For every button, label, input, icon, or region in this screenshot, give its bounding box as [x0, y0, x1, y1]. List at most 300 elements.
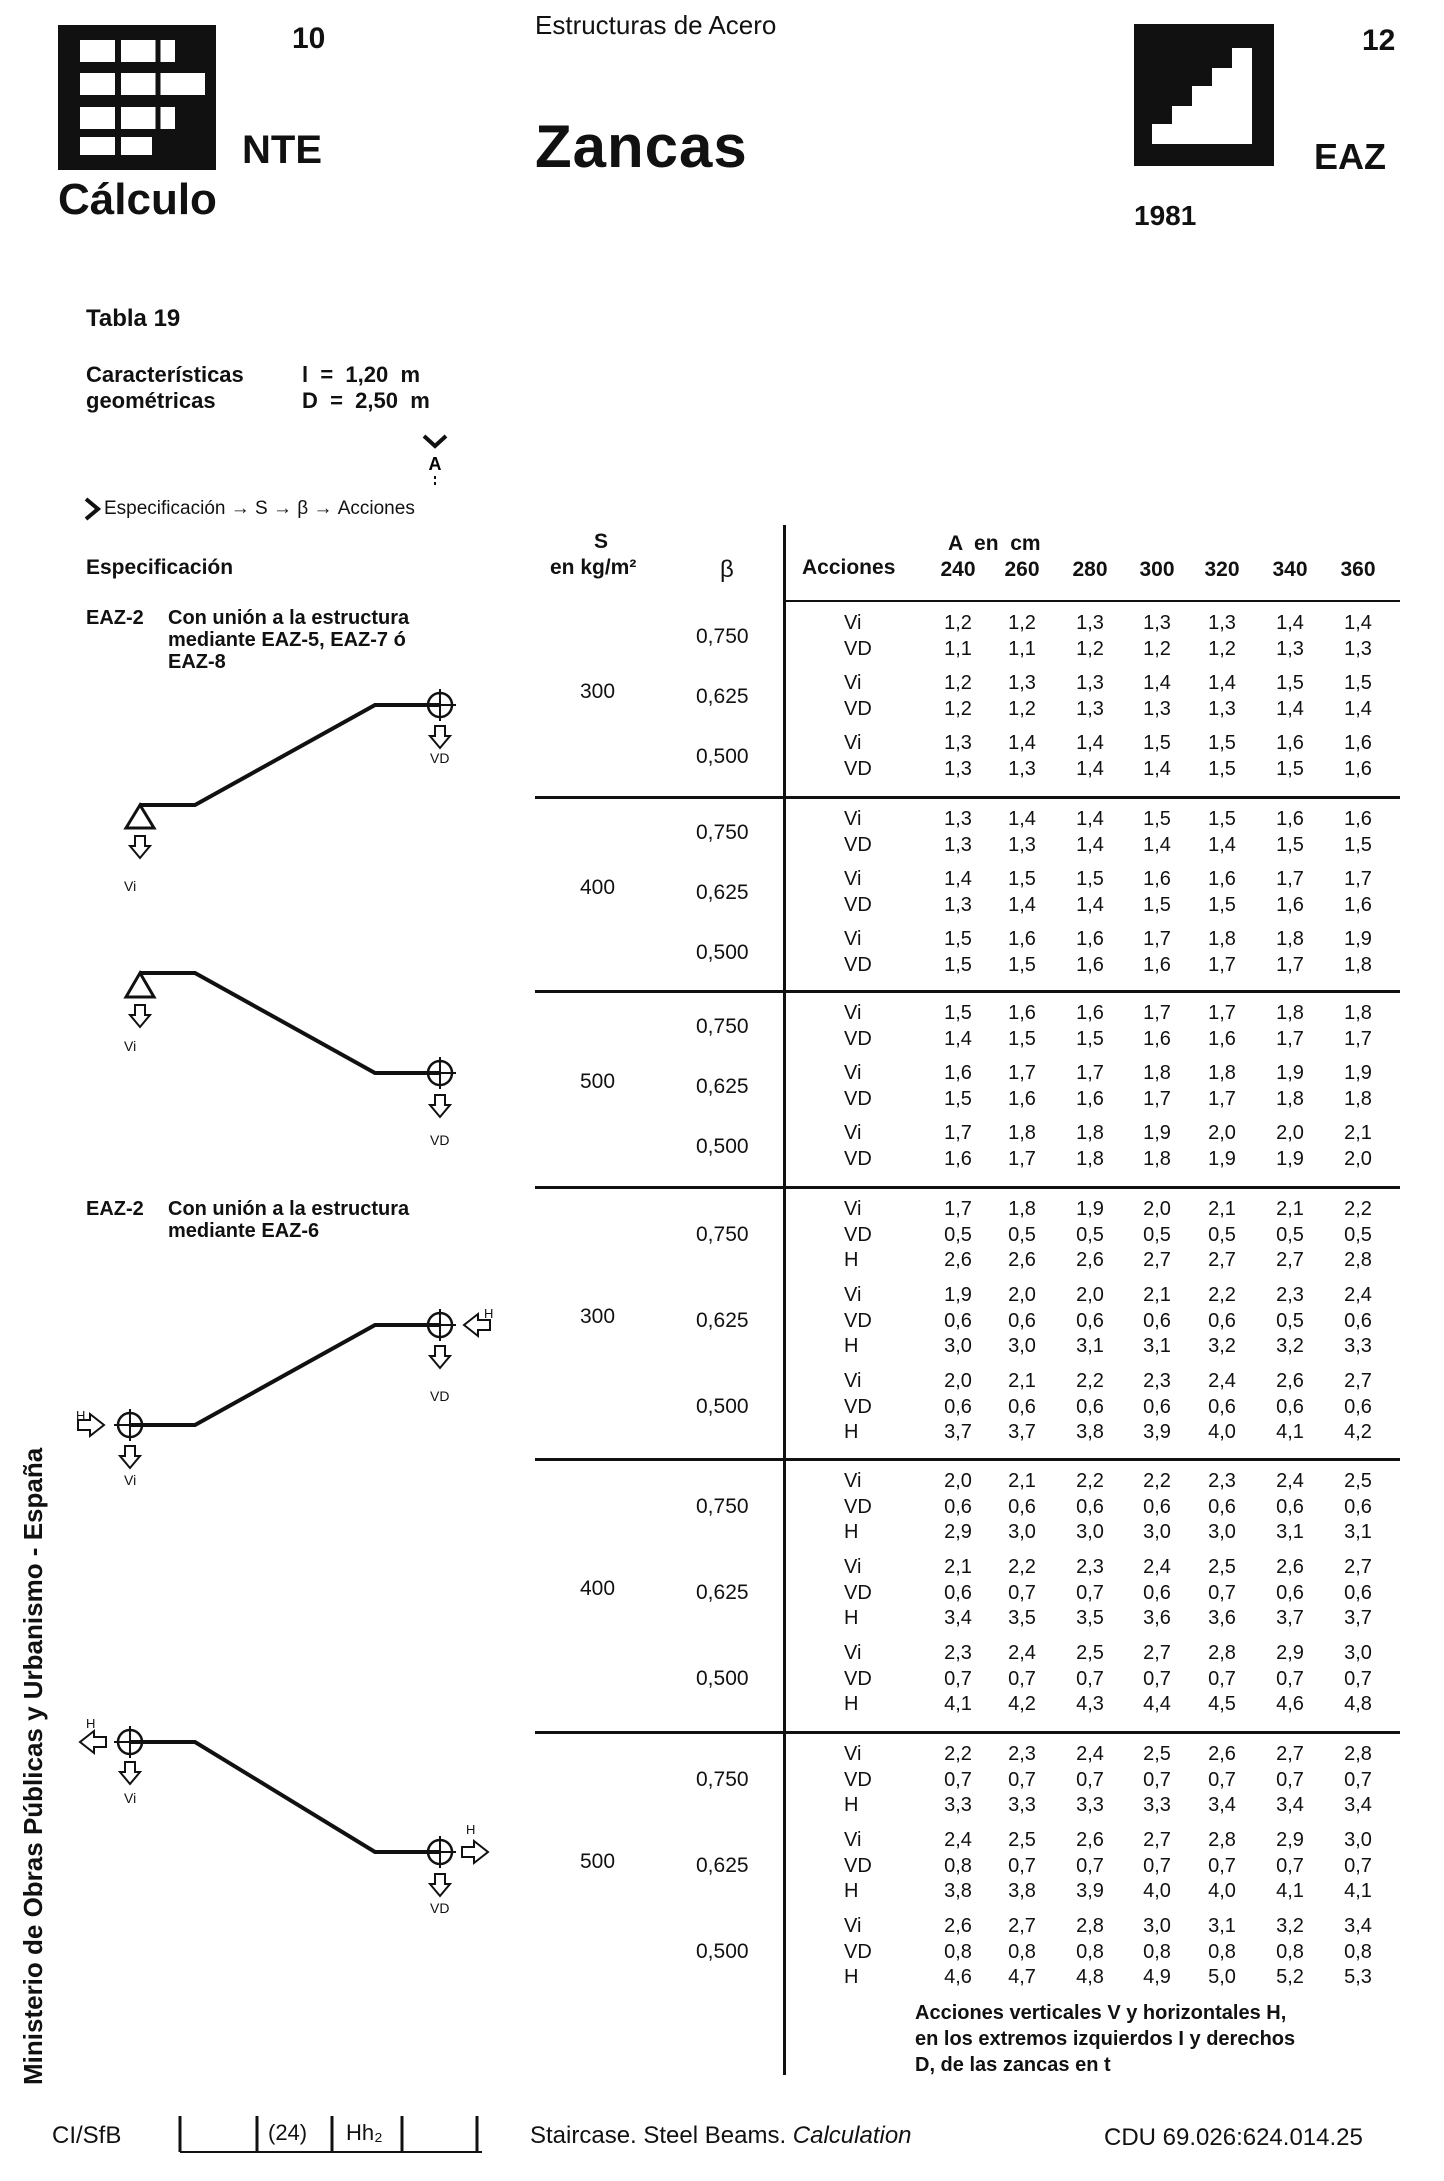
beta-value: 0,500	[696, 940, 749, 964]
load-s-value: 400	[580, 1577, 616, 1600]
action-value: 4,2	[1008, 1693, 1036, 1715]
action-value: 1,6	[1076, 1002, 1104, 1024]
action-value: 0,6	[1076, 1495, 1104, 1518]
action-value: 2,4	[1208, 1370, 1236, 1392]
action-value: 1,6	[944, 1147, 972, 1170]
beta-value: 0,625	[696, 1074, 749, 1098]
action-value: 2,5	[1208, 1556, 1236, 1578]
action-value: 2,2	[1208, 1284, 1236, 1306]
spec-eaz2a-line1: Con unión a la estructura	[168, 607, 410, 629]
action-value: 3,1	[1143, 1335, 1171, 1357]
action-value: 2,9	[1276, 1829, 1304, 1851]
series-label: NTE	[242, 128, 322, 172]
section-separator	[535, 1458, 1400, 1461]
action-value: 1,7	[1276, 953, 1304, 976]
action-value: 0,5	[1276, 1309, 1304, 1332]
diagram3-vi-label: Vi	[124, 1472, 137, 1488]
beta-value: 0,500	[696, 1134, 749, 1158]
action-value: 2,0	[944, 1470, 972, 1492]
beta-value: 0,750	[696, 820, 749, 844]
action-value: 1,6	[1344, 757, 1372, 780]
action-value: 4,1	[1276, 1421, 1304, 1443]
action-value: 1,6	[1344, 808, 1372, 830]
action-label: Vi	[844, 808, 862, 830]
action-label: VD	[844, 1940, 872, 1963]
beta-value: 0,500	[696, 1667, 749, 1691]
action-value: 1,4	[1076, 808, 1104, 830]
action-value: 1,5	[1276, 833, 1304, 856]
action-label: H	[844, 1966, 859, 1988]
action-value: 1,6	[1276, 808, 1304, 830]
action-value: 3,5	[1076, 1607, 1104, 1629]
action-value: 3,5	[1008, 1607, 1036, 1629]
action-value: 1,3	[1008, 672, 1036, 694]
action-value: 1,5	[1344, 672, 1372, 694]
stringer-diagram-ascending-pinned	[110, 680, 490, 910]
beta-value: 0,500	[696, 744, 749, 768]
action-value: 1,8	[1008, 1122, 1036, 1144]
diagram4-vd-label: VD	[430, 1900, 450, 1916]
action-value: 0,7	[1008, 1768, 1036, 1791]
action-value: 3,4	[1276, 1794, 1304, 1816]
action-value: 2,6	[1208, 1743, 1236, 1765]
section-separator	[535, 1186, 1400, 1189]
beta-value: 0,625	[696, 1309, 749, 1333]
action-value: 1,2	[1008, 612, 1036, 634]
action-value: 1,3	[944, 732, 972, 754]
diagram1-vd-label: VD	[430, 750, 450, 766]
action-value: 2,8	[1076, 1915, 1104, 1937]
action-value: 0,7	[1076, 1667, 1104, 1690]
action-value: 3,0	[1143, 1915, 1171, 1937]
action-value: 2,0	[1076, 1284, 1104, 1306]
beta-value: 0,750	[696, 624, 749, 648]
action-value: 4,0	[1143, 1880, 1171, 1902]
diagram2-vd-label: VD	[430, 1132, 450, 1148]
action-value: 0,5	[1276, 1223, 1304, 1246]
action-value: 1,8	[1208, 928, 1236, 950]
action-value: 1,7	[944, 1198, 972, 1220]
action-value: 1,5	[1143, 893, 1171, 916]
action-value: 4,1	[944, 1693, 972, 1715]
flow-text: Especificación → S → β → Acciones	[104, 498, 415, 519]
action-value: 0,7	[1008, 1581, 1036, 1604]
action-value: 1,7	[1276, 1027, 1304, 1050]
action-value: 0,7	[1208, 1854, 1236, 1877]
action-label: H	[844, 1421, 859, 1443]
beta-value: 0,500	[696, 1395, 749, 1419]
action-value: 3,8	[944, 1880, 972, 1902]
col-header-spec: Especificación	[86, 556, 234, 579]
action-value: 1,9	[1344, 928, 1372, 950]
action-value: 1,3	[1143, 697, 1171, 720]
action-value: 5,2	[1276, 1966, 1304, 1988]
action-value: 1,4	[944, 1027, 972, 1050]
action-value: 3,1	[1276, 1521, 1304, 1543]
action-label: Vi	[844, 672, 862, 694]
action-value: 2,6	[944, 1915, 972, 1937]
action-value: 2,2	[1076, 1370, 1104, 1392]
action-value: 0,7	[1344, 1854, 1372, 1877]
action-value: 0,7	[1076, 1768, 1104, 1791]
a-value-header: 280	[1072, 558, 1108, 581]
action-value: 2,7	[1143, 1642, 1171, 1664]
footer-english-italic: Calculation	[792, 2122, 912, 2149]
action-label: VD	[844, 1027, 872, 1050]
action-value: 1,3	[1143, 612, 1171, 634]
action-value: 4,6	[944, 1966, 972, 1988]
note-line-2: en los extremos izquierdos I y derechos	[915, 2028, 1296, 2050]
action-value: 1,5	[944, 953, 972, 976]
action-value: 2,2	[1008, 1556, 1036, 1578]
action-value: 2,0	[944, 1370, 972, 1392]
action-value: 0,6	[1344, 1581, 1372, 1604]
diagram3-vd-label: VD	[430, 1388, 450, 1404]
action-value: 0,6	[1143, 1495, 1171, 1518]
action-value: 2,7	[1208, 1249, 1236, 1271]
action-value: 1,3	[1276, 637, 1304, 660]
action-value: 0,6	[1208, 1395, 1236, 1418]
action-value: 2,2	[944, 1743, 972, 1765]
action-value: 1,6	[1008, 1002, 1036, 1024]
code-label: EAZ	[1314, 136, 1386, 177]
action-value: 1,6	[1344, 732, 1372, 754]
action-value: 2,4	[1276, 1470, 1304, 1492]
action-label: VD	[844, 1854, 872, 1877]
action-value: 1,8	[1143, 1062, 1171, 1084]
action-value: 2,1	[944, 1556, 972, 1578]
stringer-diagram-descending-h	[70, 1720, 510, 1960]
action-value: 1,6	[1276, 893, 1304, 916]
action-value: 3,7	[944, 1421, 972, 1443]
action-value: 3,6	[1143, 1607, 1171, 1629]
diagram4-h-label-left: H	[86, 1716, 96, 1731]
diagram3-h-label-right: H	[484, 1306, 494, 1321]
action-value: 1,4	[1276, 697, 1304, 720]
action-value: 2,3	[1143, 1370, 1171, 1392]
action-value: 1,4	[1008, 893, 1036, 916]
action-value: 1,7	[944, 1122, 972, 1144]
action-value: 1,4	[1344, 697, 1372, 720]
action-value: 3,9	[1143, 1421, 1171, 1443]
action-value: 1,2	[1143, 637, 1171, 660]
a-value-header: 320	[1204, 558, 1240, 581]
action-value: 1,8	[1143, 1147, 1171, 1170]
geometry-label-1: Características	[86, 362, 244, 387]
action-value: 1,2	[944, 612, 972, 634]
action-value: 2,5	[1008, 1829, 1036, 1851]
action-value: 3,7	[1344, 1607, 1372, 1629]
action-value: 1,6	[944, 1062, 972, 1084]
action-value: 1,6	[1076, 1087, 1104, 1110]
beta-value: 0,750	[696, 1495, 749, 1519]
note-line-3: D, de las zancas en t	[915, 2054, 1111, 2076]
action-value: 3,2	[1276, 1915, 1304, 1937]
action-value: 2,2	[1143, 1470, 1171, 1492]
action-label: VD	[844, 1147, 872, 1170]
action-value: 0,7	[1143, 1854, 1171, 1877]
spec-eaz2b-code: EAZ-2	[86, 1198, 144, 1220]
action-value: 3,3	[1008, 1794, 1036, 1816]
spec-eaz2b-line2: mediante EAZ-6	[168, 1220, 320, 1242]
action-value: 0,6	[1076, 1309, 1104, 1332]
action-value: 1,3	[1344, 637, 1372, 660]
action-value: 5,0	[1208, 1966, 1236, 1988]
footer-classification-boxes	[172, 2112, 492, 2158]
action-label: Vi	[844, 1915, 862, 1937]
action-label: Vi	[844, 1743, 862, 1765]
action-value: 0,7	[1143, 1667, 1171, 1690]
action-value: 2,5	[1344, 1470, 1372, 1492]
action-value: 3,4	[1344, 1794, 1372, 1816]
action-value: 2,7	[1276, 1743, 1304, 1765]
action-label: VD	[844, 1309, 872, 1332]
action-value: 0,7	[1008, 1854, 1036, 1877]
action-value: 1,4	[1276, 612, 1304, 634]
action-value: 0,7	[1143, 1768, 1171, 1791]
page-number-right: 12	[1362, 24, 1396, 57]
spec-eaz2a-code: EAZ-2	[86, 607, 144, 629]
action-label: VD	[844, 1223, 872, 1246]
action-value: 1,8	[1208, 1062, 1236, 1084]
action-value: 0,5	[944, 1223, 972, 1246]
action-value: 0,6	[1208, 1309, 1236, 1332]
action-value: 1,4	[1344, 612, 1372, 634]
action-value: 0,8	[1208, 1940, 1236, 1963]
action-value: 4,9	[1143, 1966, 1171, 1988]
action-value: 2,6	[944, 1249, 972, 1271]
action-value: 3,4	[1344, 1915, 1372, 1937]
action-value: 1,3	[1208, 612, 1236, 634]
action-value: 0,5	[1143, 1223, 1171, 1246]
action-value: 2,0	[1276, 1122, 1304, 1144]
action-value: 1,4	[1143, 672, 1171, 694]
action-value: 0,6	[944, 1581, 972, 1604]
action-value: 0,6	[1008, 1395, 1036, 1418]
action-value: 1,4	[944, 868, 972, 890]
beta-value: 0,625	[696, 880, 749, 904]
action-value: 4,1	[1276, 1880, 1304, 1902]
action-value: 1,4	[1208, 672, 1236, 694]
action-value: 1,3	[944, 833, 972, 856]
action-value: 2,3	[1208, 1470, 1236, 1492]
diagram3-h-label-left: H	[76, 1408, 86, 1423]
action-value: 2,7	[1008, 1915, 1036, 1937]
action-value: 3,3	[944, 1794, 972, 1816]
action-value: 5,3	[1344, 1966, 1372, 1988]
footer-cisfb: CI/SfB	[52, 2122, 122, 2149]
action-value: 1,6	[1076, 953, 1104, 976]
action-value: 0,7	[1276, 1854, 1304, 1877]
action-value: 2,0	[1008, 1284, 1036, 1306]
action-value: 1,6	[1143, 868, 1171, 890]
action-value: 1,8	[1344, 1002, 1372, 1024]
section-separator	[535, 796, 1400, 799]
action-value: 0,6	[1276, 1395, 1304, 1418]
action-value: 0,8	[1143, 1940, 1171, 1963]
action-label: VD	[844, 833, 872, 856]
load-s-value: 500	[580, 1850, 616, 1873]
action-value: 1,7	[1143, 928, 1171, 950]
beta-value: 0,500	[696, 1940, 749, 1964]
action-label: VD	[844, 1087, 872, 1110]
a-value-header: 260	[1004, 558, 1040, 581]
action-value: 1,3	[1008, 757, 1036, 780]
action-value: 1,3	[1208, 697, 1236, 720]
action-value: 2,5	[1076, 1642, 1104, 1664]
action-value: 0,8	[944, 1940, 972, 1963]
action-value: 3,1	[1344, 1521, 1372, 1543]
action-value: 4,0	[1208, 1421, 1236, 1443]
action-value: 2,7	[1344, 1556, 1372, 1578]
action-value: 2,0	[1208, 1122, 1236, 1144]
action-value: 2,6	[1076, 1249, 1104, 1271]
action-value: 1,4	[1076, 732, 1104, 754]
action-label: VD	[844, 1581, 872, 1604]
action-value: 0,5	[1208, 1223, 1236, 1246]
action-label: Vi	[844, 1642, 862, 1664]
action-value: 1,4	[1143, 833, 1171, 856]
action-value: 2,1	[1208, 1198, 1236, 1220]
action-value: 2,8	[1344, 1249, 1372, 1271]
action-value: 2,6	[1276, 1556, 1304, 1578]
action-value: 1,7	[1076, 1062, 1104, 1084]
action-label: Vi	[844, 1122, 862, 1144]
action-value: 1,2	[1076, 637, 1104, 660]
action-value: 1,3	[944, 757, 972, 780]
action-value: 0,8	[1276, 1940, 1304, 1963]
action-value: 2,5	[1143, 1743, 1171, 1765]
action-value: 1,5	[1276, 757, 1304, 780]
action-value: 0,7	[1344, 1667, 1372, 1690]
action-value: 1,8	[1276, 928, 1304, 950]
action-label: Vi	[844, 1556, 862, 1578]
action-value: 2,0	[1344, 1147, 1372, 1170]
action-value: 2,6	[1076, 1829, 1104, 1851]
action-value: 1,5	[1076, 1027, 1104, 1050]
action-value: 4,8	[1344, 1693, 1372, 1715]
action-value: 1,6	[1008, 928, 1036, 950]
action-value: 0,6	[1344, 1309, 1372, 1332]
action-value: 1,5	[1143, 808, 1171, 830]
page-title: Zancas	[535, 113, 748, 180]
action-value: 1,9	[1076, 1198, 1104, 1220]
action-value: 1,9	[1143, 1122, 1171, 1144]
action-value: 1,2	[1208, 637, 1236, 660]
col-header-beta: β	[720, 556, 734, 583]
action-value: 1,5	[1008, 953, 1036, 976]
action-value: 3,8	[1076, 1421, 1104, 1443]
action-value: 1,5	[1208, 732, 1236, 754]
action-value: 2,3	[1008, 1743, 1036, 1765]
action-value: 1,9	[1276, 1062, 1304, 1084]
col-header-a-title: A en cm	[948, 532, 1041, 555]
action-value: 1,5	[944, 1087, 972, 1110]
load-s-value: 500	[580, 1070, 616, 1093]
action-value: 0,8	[1008, 1940, 1036, 1963]
action-value: 0,7	[1208, 1768, 1236, 1791]
action-value: 4,5	[1208, 1693, 1236, 1715]
geometry-l: l = 1,20 m	[302, 362, 421, 387]
action-value: 4,3	[1076, 1693, 1104, 1715]
action-value: 0,7	[1276, 1667, 1304, 1690]
action-label: VD	[844, 637, 872, 660]
nte-logo-icon	[58, 25, 228, 175]
action-value: 0,7	[1344, 1768, 1372, 1791]
action-value: 1,9	[1344, 1062, 1372, 1084]
action-value: 4,4	[1143, 1693, 1171, 1715]
action-value: 4,0	[1208, 1880, 1236, 1902]
action-value: 2,9	[1276, 1642, 1304, 1664]
action-value: 1,4	[1143, 757, 1171, 780]
action-value: 2,2	[1344, 1198, 1372, 1220]
action-value: 3,3	[1076, 1794, 1104, 1816]
footer-cdu: CDU 69.026:624.014.25	[1104, 2124, 1363, 2151]
action-value: 1,8	[1008, 1198, 1036, 1220]
action-value: 1,7	[1276, 868, 1304, 890]
column-divider	[783, 525, 786, 2075]
action-value: 3,2	[1276, 1335, 1304, 1357]
action-value: 0,6	[944, 1309, 972, 1332]
action-value: 0,7	[944, 1768, 972, 1791]
year-label: 1981	[1134, 200, 1197, 231]
action-value: 1,7	[1208, 953, 1236, 976]
beta-value: 0,750	[696, 1768, 749, 1792]
action-value: 2,8	[1208, 1829, 1236, 1851]
action-value: 1,5	[944, 1002, 972, 1024]
action-value: 0,6	[1143, 1309, 1171, 1332]
action-value: 0,8	[944, 1854, 972, 1877]
a-value-header: 240	[940, 558, 976, 581]
action-value: 2,8	[1344, 1743, 1372, 1765]
action-value: 1,8	[1076, 1147, 1104, 1170]
action-label: H	[844, 1249, 859, 1271]
action-value: 1,6	[1076, 928, 1104, 950]
action-value: 1,7	[1008, 1062, 1036, 1084]
action-value: 2,8	[1208, 1642, 1236, 1664]
action-value: 1,6	[1208, 868, 1236, 890]
action-value: 1,7	[1143, 1087, 1171, 1110]
action-value: 0,6	[1008, 1309, 1036, 1332]
action-value: 0,7	[1076, 1581, 1104, 1604]
spec-eaz2a-line2: mediante EAZ-5, EAZ-7 ó	[168, 629, 406, 651]
action-value: 1,7	[1344, 1027, 1372, 1050]
action-value: 4,7	[1008, 1966, 1036, 1988]
action-value: 1,4	[1076, 833, 1104, 856]
action-value: 1,5	[1008, 1027, 1036, 1050]
action-value: 3,0	[1008, 1521, 1036, 1543]
action-value: 3,2	[1208, 1335, 1236, 1357]
action-value: 2,6	[1008, 1249, 1036, 1271]
action-label: Vi	[844, 1370, 862, 1392]
action-value: 3,8	[1008, 1880, 1036, 1902]
action-value: 1,9	[944, 1284, 972, 1306]
action-value: 3,0	[1008, 1335, 1036, 1357]
col-header-s-unit: en kg/m²	[550, 556, 637, 579]
section-separator	[535, 1731, 1400, 1734]
action-value: 1,1	[1008, 637, 1036, 660]
a-value-header: 360	[1340, 558, 1376, 581]
action-label: VD	[844, 1395, 872, 1418]
action-label: Vi	[844, 928, 862, 950]
action-value: 2,6	[1276, 1370, 1304, 1392]
geometry-label-2: geométricas	[86, 388, 216, 413]
action-value: 4,6	[1276, 1693, 1304, 1715]
svg-text:A: A	[428, 454, 442, 474]
page-number-left: 10	[292, 22, 326, 55]
action-value: 0,6	[1208, 1495, 1236, 1518]
arrow-a-icon	[420, 432, 450, 492]
